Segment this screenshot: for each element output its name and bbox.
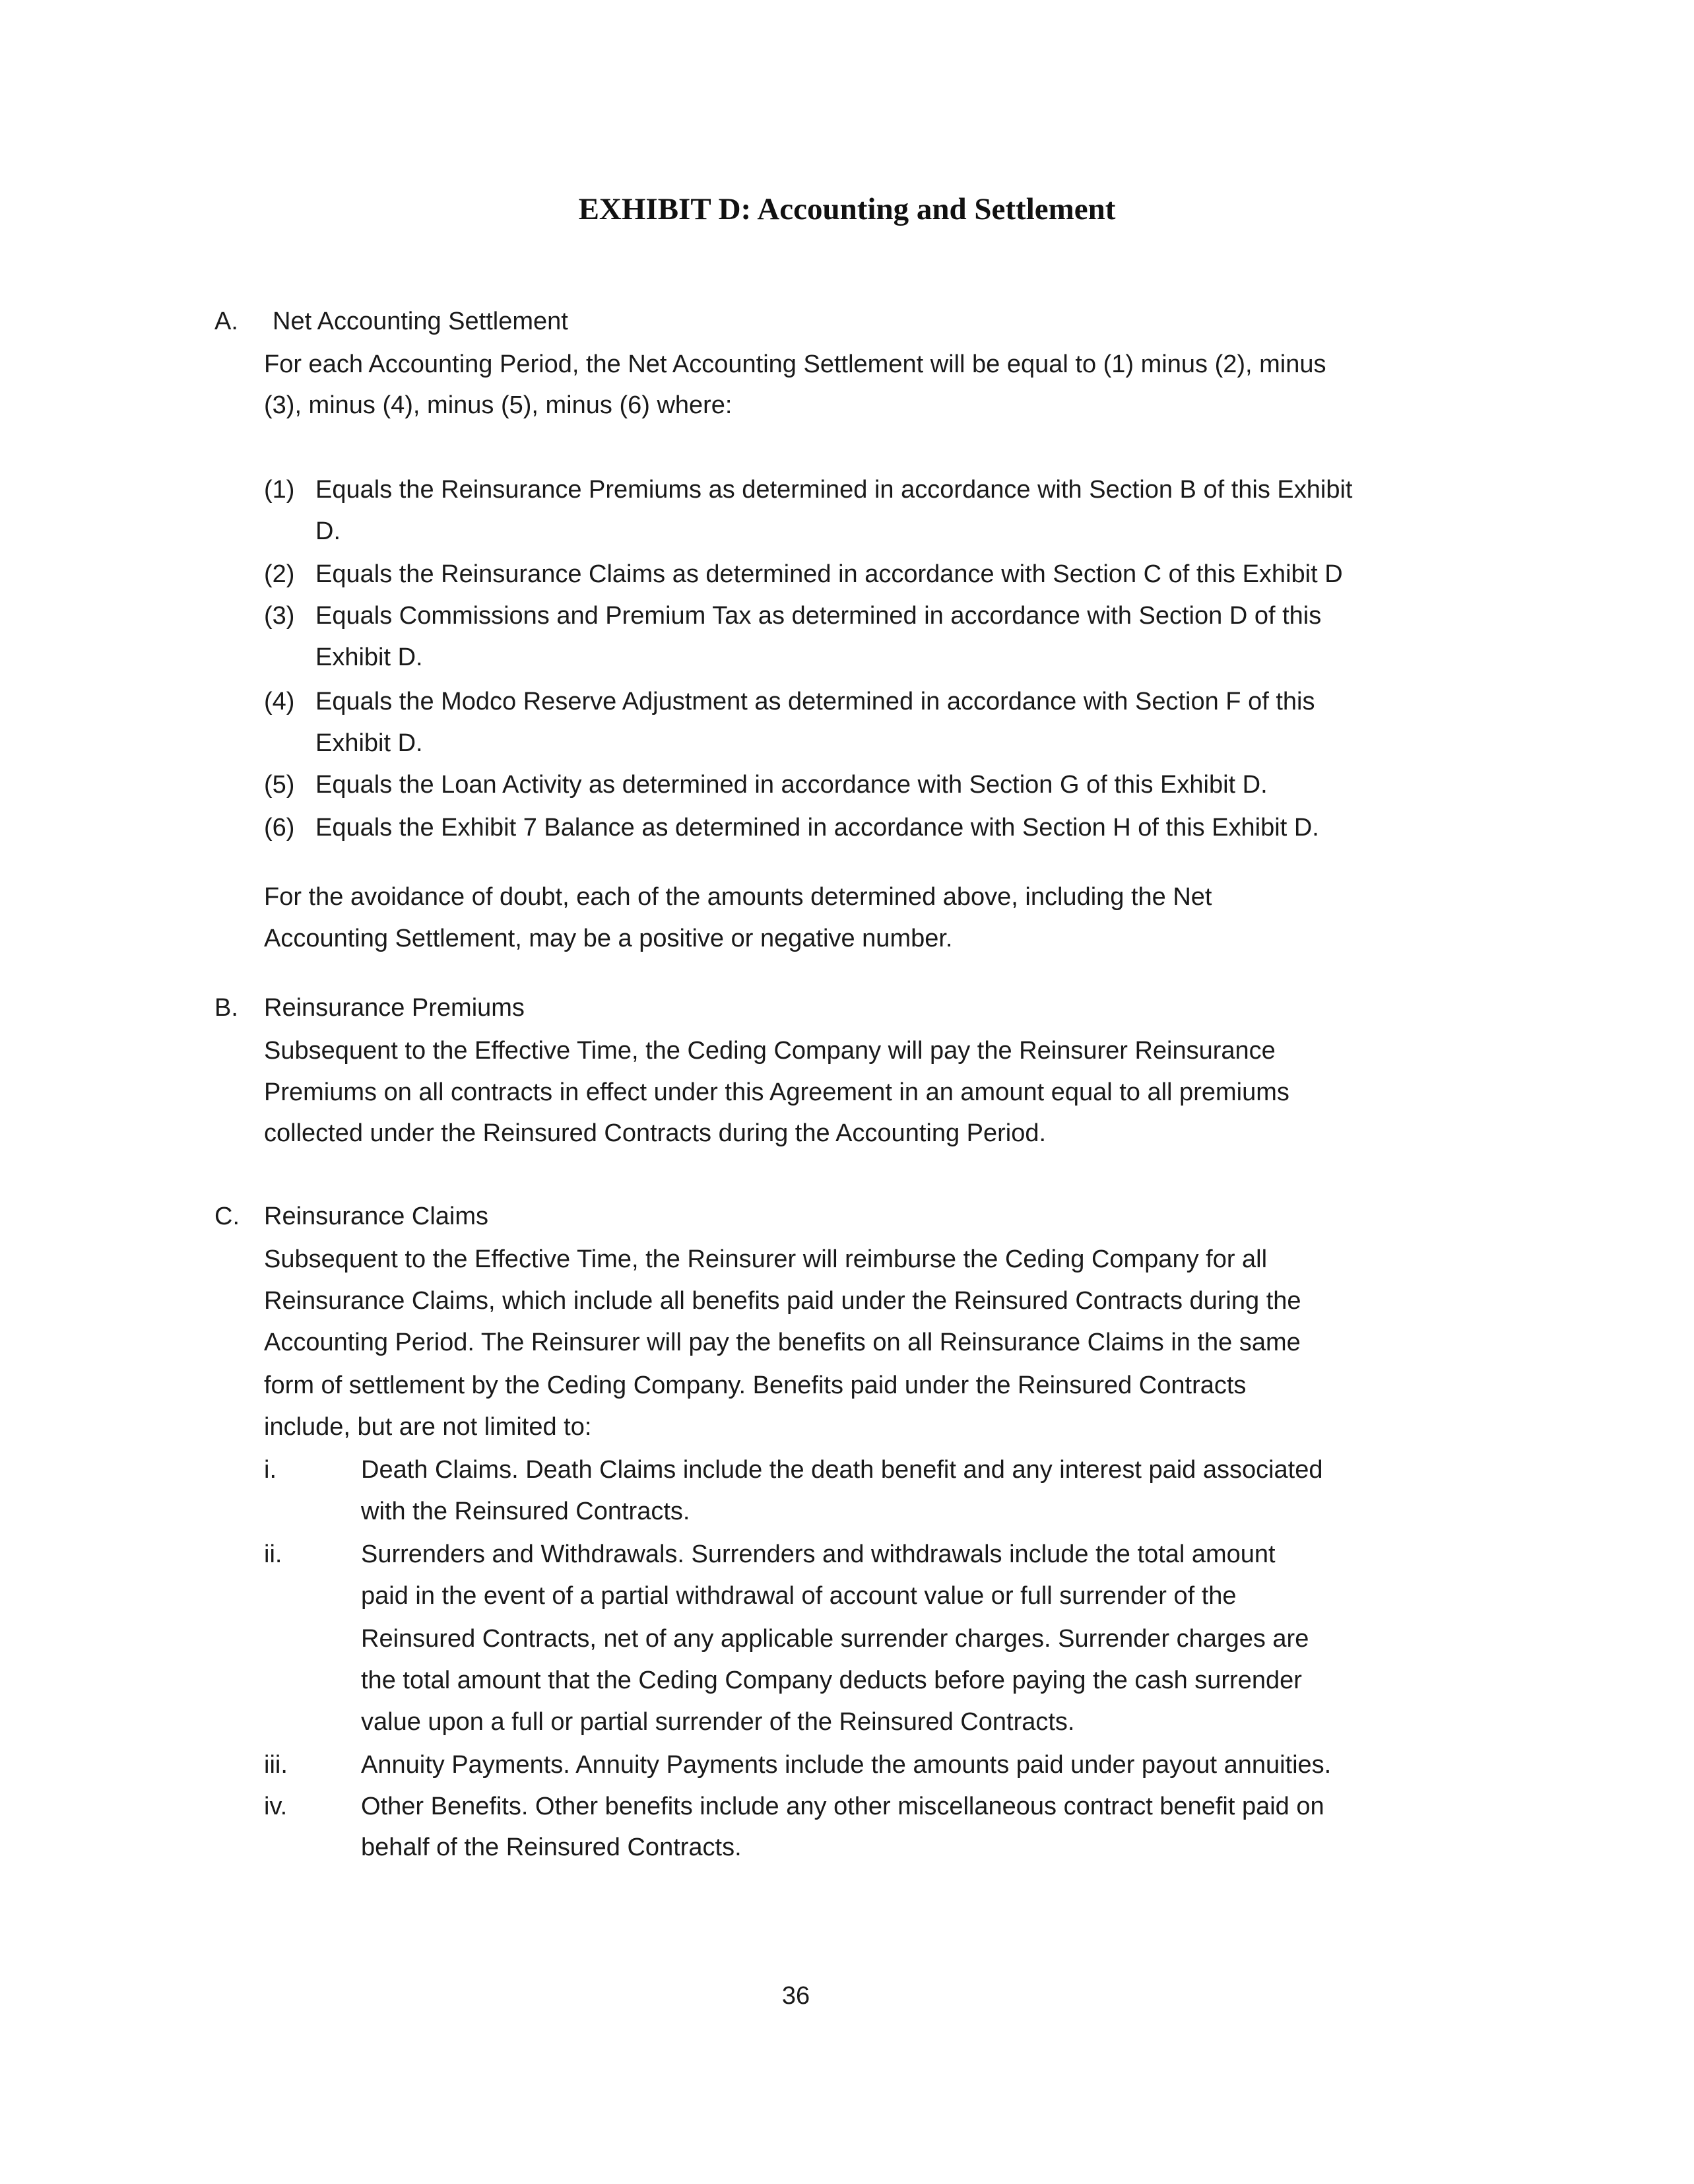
text-line: Reinsured Contracts, net of any applicable surrender charges. Surrender charges are [361,1625,1309,1653]
text-line: the total amount that the Ceding Company deducts before paying the cash surrender [361,1667,1302,1694]
text-line: iv. [264,1793,288,1820]
text-line: behalf of the Reinsured Contracts. [361,1834,742,1861]
text-line: Equals Commissions and Premium Tax as determined in accordance with Section D of this [315,602,1322,630]
exhibit-title: EXHIBIT D: Accounting and Settlement [578,192,1116,226]
text-line: Subsequent to the Effective Time, the Ceding Company will pay the Reinsurer Reinsurance [264,1037,1276,1065]
text-line: include, but are not limited to: [264,1413,592,1441]
text-line: (3), minus (4), minus (5), minus (6) where: [264,391,733,419]
text-line: Exhibit D. [315,729,423,757]
text-line: (4) [264,688,295,715]
text-line: Accounting Settlement, may be a positive or negative number. [264,925,953,952]
text-line: D. [315,517,341,545]
text-line: collected under the Reinsured Contracts during the Accounting Period. [264,1119,1047,1147]
text-line: Reinsurance Premiums [264,994,525,1022]
text-line: Reinsurance Claims, which include all benefits paid under the Reinsured Contracts during the [264,1287,1301,1315]
text-line: Exhibit D. [315,644,423,671]
text-line: Equals the Reinsurance Claims as determined in accordance with Section C of this Exhibit D [315,560,1343,588]
text-line: Reinsurance Claims [264,1203,489,1230]
text-line: i. [264,1456,277,1484]
text-line: A. [214,308,238,335]
text-line: form of settlement by the Ceding Company. Benefits paid under the Reinsured Contracts [264,1372,1247,1399]
text-line: iii. [264,1751,288,1779]
text-line: Other Benefits. Other benefits include any other miscellaneous contract benefit paid on [361,1793,1324,1820]
text-line: B. [214,994,238,1022]
text-line: Premiums on all contracts in effect under this Agreement in an amount equal to all premiums [264,1078,1289,1106]
page-number: 36 [781,1982,810,2010]
text-line: Annuity Payments. Annuity Payments include the amounts paid under payout annuities. [361,1751,1332,1779]
text-line: Death Claims. Death Claims include the death benefit and any interest paid associated [361,1456,1323,1484]
text-line: (6) [264,814,295,842]
text-line: (1) [264,476,295,504]
text-line: (3) [264,602,295,630]
text-line: (2) [264,560,295,588]
text-line: Accounting Period. The Reinsurer will pay the benefits on all Reinsurance Claims in the same [264,1329,1301,1356]
text-line: For the avoidance of doubt, each of the amounts determined above, including the Net [264,883,1212,911]
text-line: C. [214,1203,240,1230]
text-line: (5) [264,771,295,799]
text-line: Equals the Modco Reserve Adjustment as determined in accordance with Section F of this [315,688,1315,715]
text-line: Equals the Reinsurance Premiums as determined in accordance with Section B of this Exhibit [315,476,1353,504]
text-line: paid in the event of a partial withdrawal of account value or full surrender of the [361,1582,1237,1610]
text-line: with the Reinsured Contracts. [361,1498,690,1525]
text-line: Equals the Exhibit 7 Balance as determined in accordance with Section H of this Exhibit D. [315,814,1319,842]
text-line: Net Accounting Settlement [273,308,568,335]
text-line: ii. [264,1540,282,1568]
text-line: Surrenders and Withdrawals. Surrenders and withdrawals include the total amount [361,1540,1276,1568]
text-line: For each Accounting Period, the Net Accounting Settlement will be equal to (1) minus (2), minus [264,350,1326,378]
text-line: Subsequent to the Effective Time, the Reinsurer will reimburse the Ceding Company for all [264,1245,1268,1273]
text-line: Equals the Loan Activity as determined in accordance with Section G of this Exhibit D. [315,771,1268,799]
text-line: value upon a full or partial surrender of the Reinsured Contracts. [361,1708,1075,1736]
